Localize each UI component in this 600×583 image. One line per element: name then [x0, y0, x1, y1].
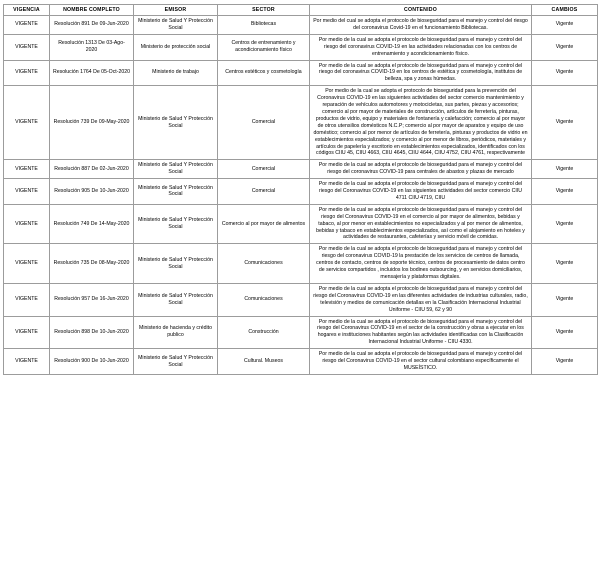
- cell-emisor: Ministerio de Salud Y Protección Social: [134, 283, 218, 316]
- cell-vigencia: VIGENTE: [4, 160, 50, 179]
- cell-nombre-completo: Resolución 905 De 10-Jun-2020: [50, 179, 134, 205]
- cell-contenido: Por medio del cual se adopta el protocolo de bioseguridad para el manejo y control del riesgo del coronavirus Covid-19 en el funcionamiento Bibliotecas.: [310, 16, 532, 35]
- cell-emisor: Ministerio de Salud Y Protección Social: [134, 204, 218, 244]
- cell-contenido: Por medio de la cual se adopta el protocolo de bioseguridad para el manejo y control del riesgo del Coronavirus COVID-19 en el sector cultural colombiano específicamente el MUSEÍSTICO.: [310, 349, 532, 375]
- cell-contenido: Por medio de la cual se adopta el protocolo de bioseguridad para el manejo y control del riesgo del Coronavirus COVID-19 en el sector de la construcción y obras a ejecutar en los hogares e instituciones habitantes según las actividades identificadas con la Clasificación Internacional Industrial Uniforme - CIIU 4330.: [310, 316, 532, 349]
- cell-sector: Comunicaciones: [218, 283, 310, 316]
- cell-nombre-completo: Resolución 749 De 14-May-2020: [50, 204, 134, 244]
- cell-nombre-completo: Resolución 1764 De 05-Oct-2020: [50, 60, 134, 86]
- cell-cambios: Vigente: [532, 283, 598, 316]
- cell-emisor: Ministerio de hacienda y crédito publico: [134, 316, 218, 349]
- table-row: [4, 60, 598, 86]
- column-header-contenido: CONTENIDO: [310, 5, 532, 16]
- table-row: [4, 160, 598, 179]
- column-header-cambios: CAMBIOS: [532, 5, 598, 16]
- table-row: [4, 349, 598, 375]
- cell-sector: Comercio al por mayor de alimentos: [218, 204, 310, 244]
- cell-sector: Construcción: [218, 316, 310, 349]
- cell-contenido: Por medio de la cual se adopta el protocolo de bioseguridad para el manejo y control del riesgo del coronavirus COVID-19 en los centros de estética y cosmetología, institutos de belleza, spa y zonas húmedas.: [310, 60, 532, 86]
- cell-contenido: Por medio de la cual se adopta el protocolo de bioseguridad para la prevención del Coronavirus COVID-19 en las siguientes actividades del sector comercio mantenimiento y reparación de vehículos automotores y motocicletas, sus partes, piezas y accesorios; comercio al por mayor de materiales de construcción, artículos de ferretería, pinturas, productos de vidrio, equipo y materiales de fontanería y calefacción; comercio al por mayor de otros utensilios domésticos N.C.P; comercio al por mayor de aparatos y equipo de uso doméstico; comercio al por menor de artículos de ferretería, pinturas y productos de vidrio en establecimientos especializados; y comercio al por menor de libros, periódicos, materiales y artículos de papelería y escritorio en establecimientos especializados, identificados con los códigos CIIU 45, CIIU 4663, CIIU 4645, CIIU 4644, CIIU 4752, CIIU 4761, respectivamente: [310, 86, 532, 160]
- table-row: [4, 244, 598, 284]
- cell-nombre-completo: Resolución 898 De 10-Jun-2020: [50, 316, 134, 349]
- cell-emisor: Ministerio de trabajo: [134, 60, 218, 86]
- cell-vigencia: VIGENTE: [4, 204, 50, 244]
- cell-vigencia: VIGENTE: [4, 86, 50, 160]
- cell-cambios: Vigente: [532, 316, 598, 349]
- cell-contenido: Por medio de la cual se adopta el protocolo de bioseguridad para el manejo y control del riesgo del coronavirus COVID-19 para centrales de abastos y plazas de mercado: [310, 160, 532, 179]
- cell-emisor: Ministerio de Salud Y Protección Social: [134, 349, 218, 375]
- cell-sector: Bibliotecas: [218, 16, 310, 35]
- table-header: [4, 5, 598, 16]
- cell-nombre-completo: Resolución 1313 De 03-Ago-2020: [50, 34, 134, 60]
- cell-sector: Comercial: [218, 179, 310, 205]
- cell-emisor: Ministerio de protección social: [134, 34, 218, 60]
- column-header-emisor: EMISOR: [134, 5, 218, 16]
- cell-cambios: Vigente: [532, 34, 598, 60]
- cell-emisor: Ministerio de Salud Y Protección Social: [134, 179, 218, 205]
- cell-cambios: Vigente: [532, 16, 598, 35]
- cell-nombre-completo: Resolución 891 De 09-Jun-2020: [50, 16, 134, 35]
- cell-cambios: Vigente: [532, 349, 598, 375]
- column-header-vigencia: VIGENCIA: [4, 5, 50, 16]
- cell-vigencia: VIGENTE: [4, 16, 50, 35]
- cell-cambios: Vigente: [532, 244, 598, 284]
- column-header-nombre-completo: NOMBRE COMPLETO: [50, 5, 134, 16]
- cell-vigencia: VIGENTE: [4, 179, 50, 205]
- table-row: [4, 204, 598, 244]
- cell-sector: Cultural. Museos: [218, 349, 310, 375]
- table-body: [4, 16, 598, 375]
- cell-sector: Centros estéticos y cosmetología: [218, 60, 310, 86]
- cell-vigencia: VIGENTE: [4, 34, 50, 60]
- cell-nombre-completo: Resolución 957 De 16-Jun-2020: [50, 283, 134, 316]
- cell-cambios: Vigente: [532, 86, 598, 160]
- cell-vigencia: VIGENTE: [4, 60, 50, 86]
- cell-nombre-completo: Resolución 739 De 09-May-2020: [50, 86, 134, 160]
- cell-vigencia: VIGENTE: [4, 349, 50, 375]
- cell-contenido: Por medio de la cual se adopta el protocolo de bioseguridad para el manejo y control del riesgo del Coronavirus COVID-19 en las siguientes actividades del sector comercio CIIU 4711 CIIU 4719, CIIU: [310, 179, 532, 205]
- table-row: [4, 16, 598, 35]
- cell-nombre-completo: Resolución 887 De 02-Jun-2020: [50, 160, 134, 179]
- cell-vigencia: VIGENTE: [4, 316, 50, 349]
- table-row: [4, 316, 598, 349]
- cell-cambios: Vigente: [532, 60, 598, 86]
- table-row: [4, 34, 598, 60]
- cell-vigencia: VIGENTE: [4, 244, 50, 284]
- cell-emisor: Ministerio de Salud Y Protección Social: [134, 244, 218, 284]
- table-row: [4, 86, 598, 160]
- cell-contenido: Por medio de la cual se adopta el protocolo de bioseguridad para el manejo y control del riesgo del Coronavirus COVID-19 en el comercio al por mayor de alimentos, bebidas y tabaco, al por menor en establecimientos no especializados y al por menor de alimentos, bebidas y tabaco en establecimientos especializados, así como el alojamiento en hoteles y actividades de restaurantes, cafeterías y servicio móvil de comidas.: [310, 204, 532, 244]
- cell-contenido: Por medio de la cual se adopta el protocolo de bioseguridad para el manejo y control del riesgo del Coronavirus COVID-19 en las diferentes actividades de industrias culturales, radio, televisión y medios de comunicación detallas en la Clasificación Internacional Industrial Uniforme - CIIU 59, 62 y 90: [310, 283, 532, 316]
- cell-sector: Comercial: [218, 86, 310, 160]
- regulations-table: [3, 4, 598, 375]
- cell-nombre-completo: Resolución 735 De 08-May-2020: [50, 244, 134, 284]
- cell-emisor: Ministerio de Salud Y Protección Social: [134, 160, 218, 179]
- cell-nombre-completo: Resolución 900 De 10-Jun-2020: [50, 349, 134, 375]
- column-header-sector: SECTOR: [218, 5, 310, 16]
- cell-contenido: Por medio de la cual se adopta el protocolo de bioseguridad para el manejo y control del riesgo del coronavirus COVID-19 la prestación de los servicios de centros de llamada, centros de contacto, centros de soporte técnico, centros de procesamiento de datos centro de servicios compartidos , incluidos los bodines outsourcing, y en servicios domiciliarios, mensajería y plataformas digitales.: [310, 244, 532, 284]
- cell-sector: Comercial: [218, 160, 310, 179]
- cell-sector: Centros de entrenamiento y acondicionamiento físico: [218, 34, 310, 60]
- cell-vigencia: VIGENTE: [4, 283, 50, 316]
- table-header-row: [4, 5, 598, 16]
- cell-cambios: Vigente: [532, 179, 598, 205]
- cell-cambios: Vigente: [532, 204, 598, 244]
- cell-cambios: Vigente: [532, 160, 598, 179]
- table-row: [4, 283, 598, 316]
- cell-sector: Comunicaciones: [218, 244, 310, 284]
- cell-emisor: Ministerio de Salud Y Protección Social: [134, 16, 218, 35]
- table-row: [4, 179, 598, 205]
- cell-contenido: Por medio de la cual se adopta el protocolo de bioseguridad para el manejo y control del riesgo del coronavirus COVID-19 en las actividades relacionadas con los centros de entrenamiento y acondicionamiento físico.: [310, 34, 532, 60]
- cell-emisor: Ministerio de Salud Y Protección Social: [134, 86, 218, 160]
